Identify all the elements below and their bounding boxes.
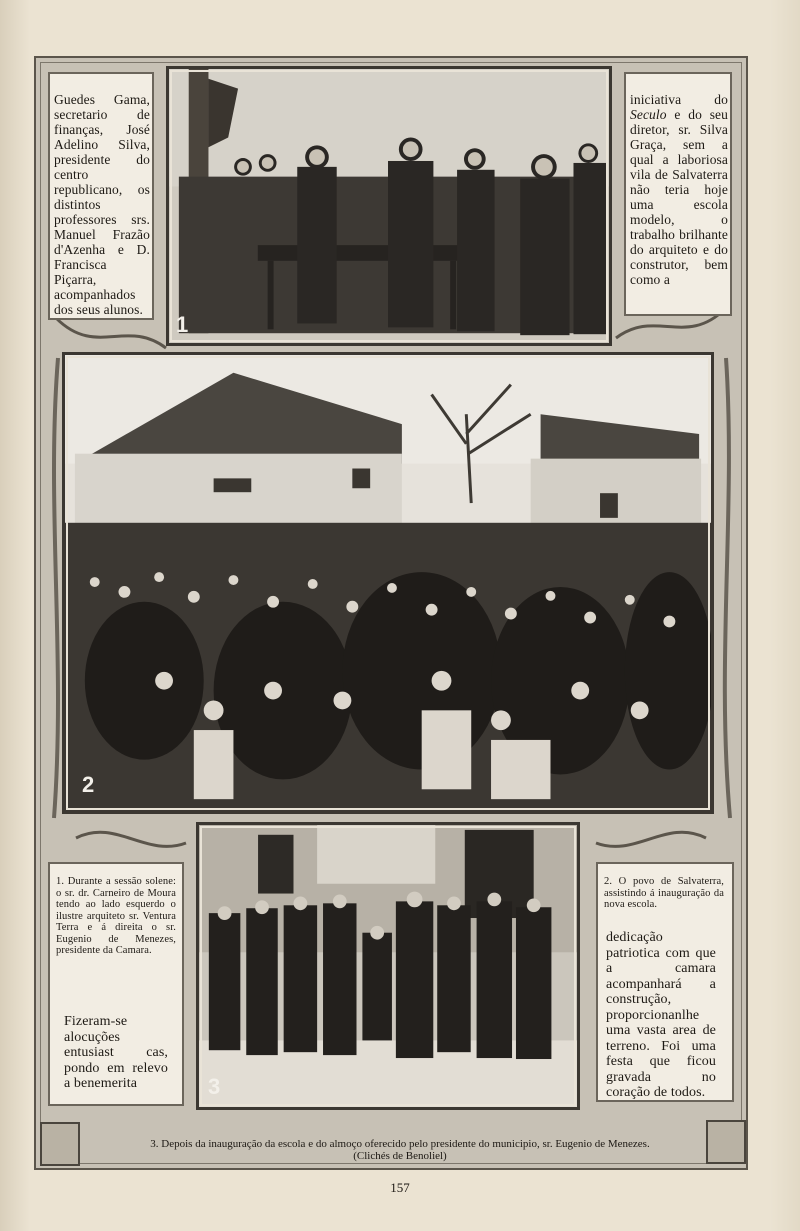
photo-3-number: 3 bbox=[208, 1074, 221, 1099]
paragraph-bottom-right-text: dedicação patriotica com que a camara acompanhará a construção, proporcionanlhe uma vasta area de terreno. Foi uma festa que ficou gravada no coração de todos. bbox=[606, 930, 716, 1100]
caption-photo-2-text: 2. O povo de Salvaterra, assistindo á inauguração da nova escola. bbox=[604, 876, 724, 910]
paragraph-top-right-end: e do seu diretor, sr. Silva Graça, sem a qual a laboriosa vila de Salvaterra não teria hoje uma escola modelo, o trabalho brilhante do arquiteto e do construtor, bem como a bbox=[630, 107, 728, 287]
photo-3-image bbox=[199, 825, 577, 1107]
paragraph-bottom-left bbox=[64, 1014, 168, 1092]
paragraph-bottom-left-text: Fizeram-se alocuções entusiast cas, pondo em relevo a benemerita bbox=[64, 1014, 168, 1091]
paragraph-bottom-right bbox=[606, 930, 716, 1101]
photo-3-group bbox=[196, 822, 580, 1110]
photo-2-number: 2 bbox=[82, 772, 95, 797]
photo-credit: (Clichés de Benoliel) bbox=[353, 1150, 447, 1162]
photo-1-number: 1 bbox=[176, 312, 189, 337]
paragraph-top-left-text: Guedes Gama, secretario de finanças, José Adelino Silva, presidente do centro republicano, os distintos professores srs. Manuel Frazão d'Azenha e D. Francisca Piçarra, acompanhados dos seus alunos. bbox=[54, 92, 150, 317]
photo-2-image bbox=[65, 355, 711, 811]
paragraph-top-right-start: iniciativa do bbox=[630, 92, 728, 107]
photo-1-ceremony bbox=[166, 66, 612, 346]
caption-photo-1 bbox=[56, 876, 176, 957]
paragraph-top-left bbox=[54, 92, 150, 317]
caption-photo-1-text: 1. Durante a sessão solene: o sr. dr. Carneiro de Moura tendo ao lado esquerdo o ilustre arquiteto sr. Ventura Terra e á direita o sr. Eugenio de Menezes, presidente da Camara. bbox=[56, 876, 176, 956]
caption-photo-2 bbox=[604, 876, 724, 911]
paragraph-top-right bbox=[630, 92, 728, 287]
newspaper-name: Seculo bbox=[630, 107, 667, 122]
page-number: 157 bbox=[390, 1180, 410, 1195]
photo-2-crowd bbox=[62, 352, 714, 814]
caption-photo-3: 3. Depois da inauguração da escola e do almoço oferecido pelo presidente do municipio, sr. Eugenio de Menezes. bbox=[150, 1138, 650, 1150]
footer-caption bbox=[84, 1138, 716, 1162]
photo-1-image bbox=[169, 69, 609, 343]
ornament-corner-left bbox=[40, 1122, 80, 1166]
